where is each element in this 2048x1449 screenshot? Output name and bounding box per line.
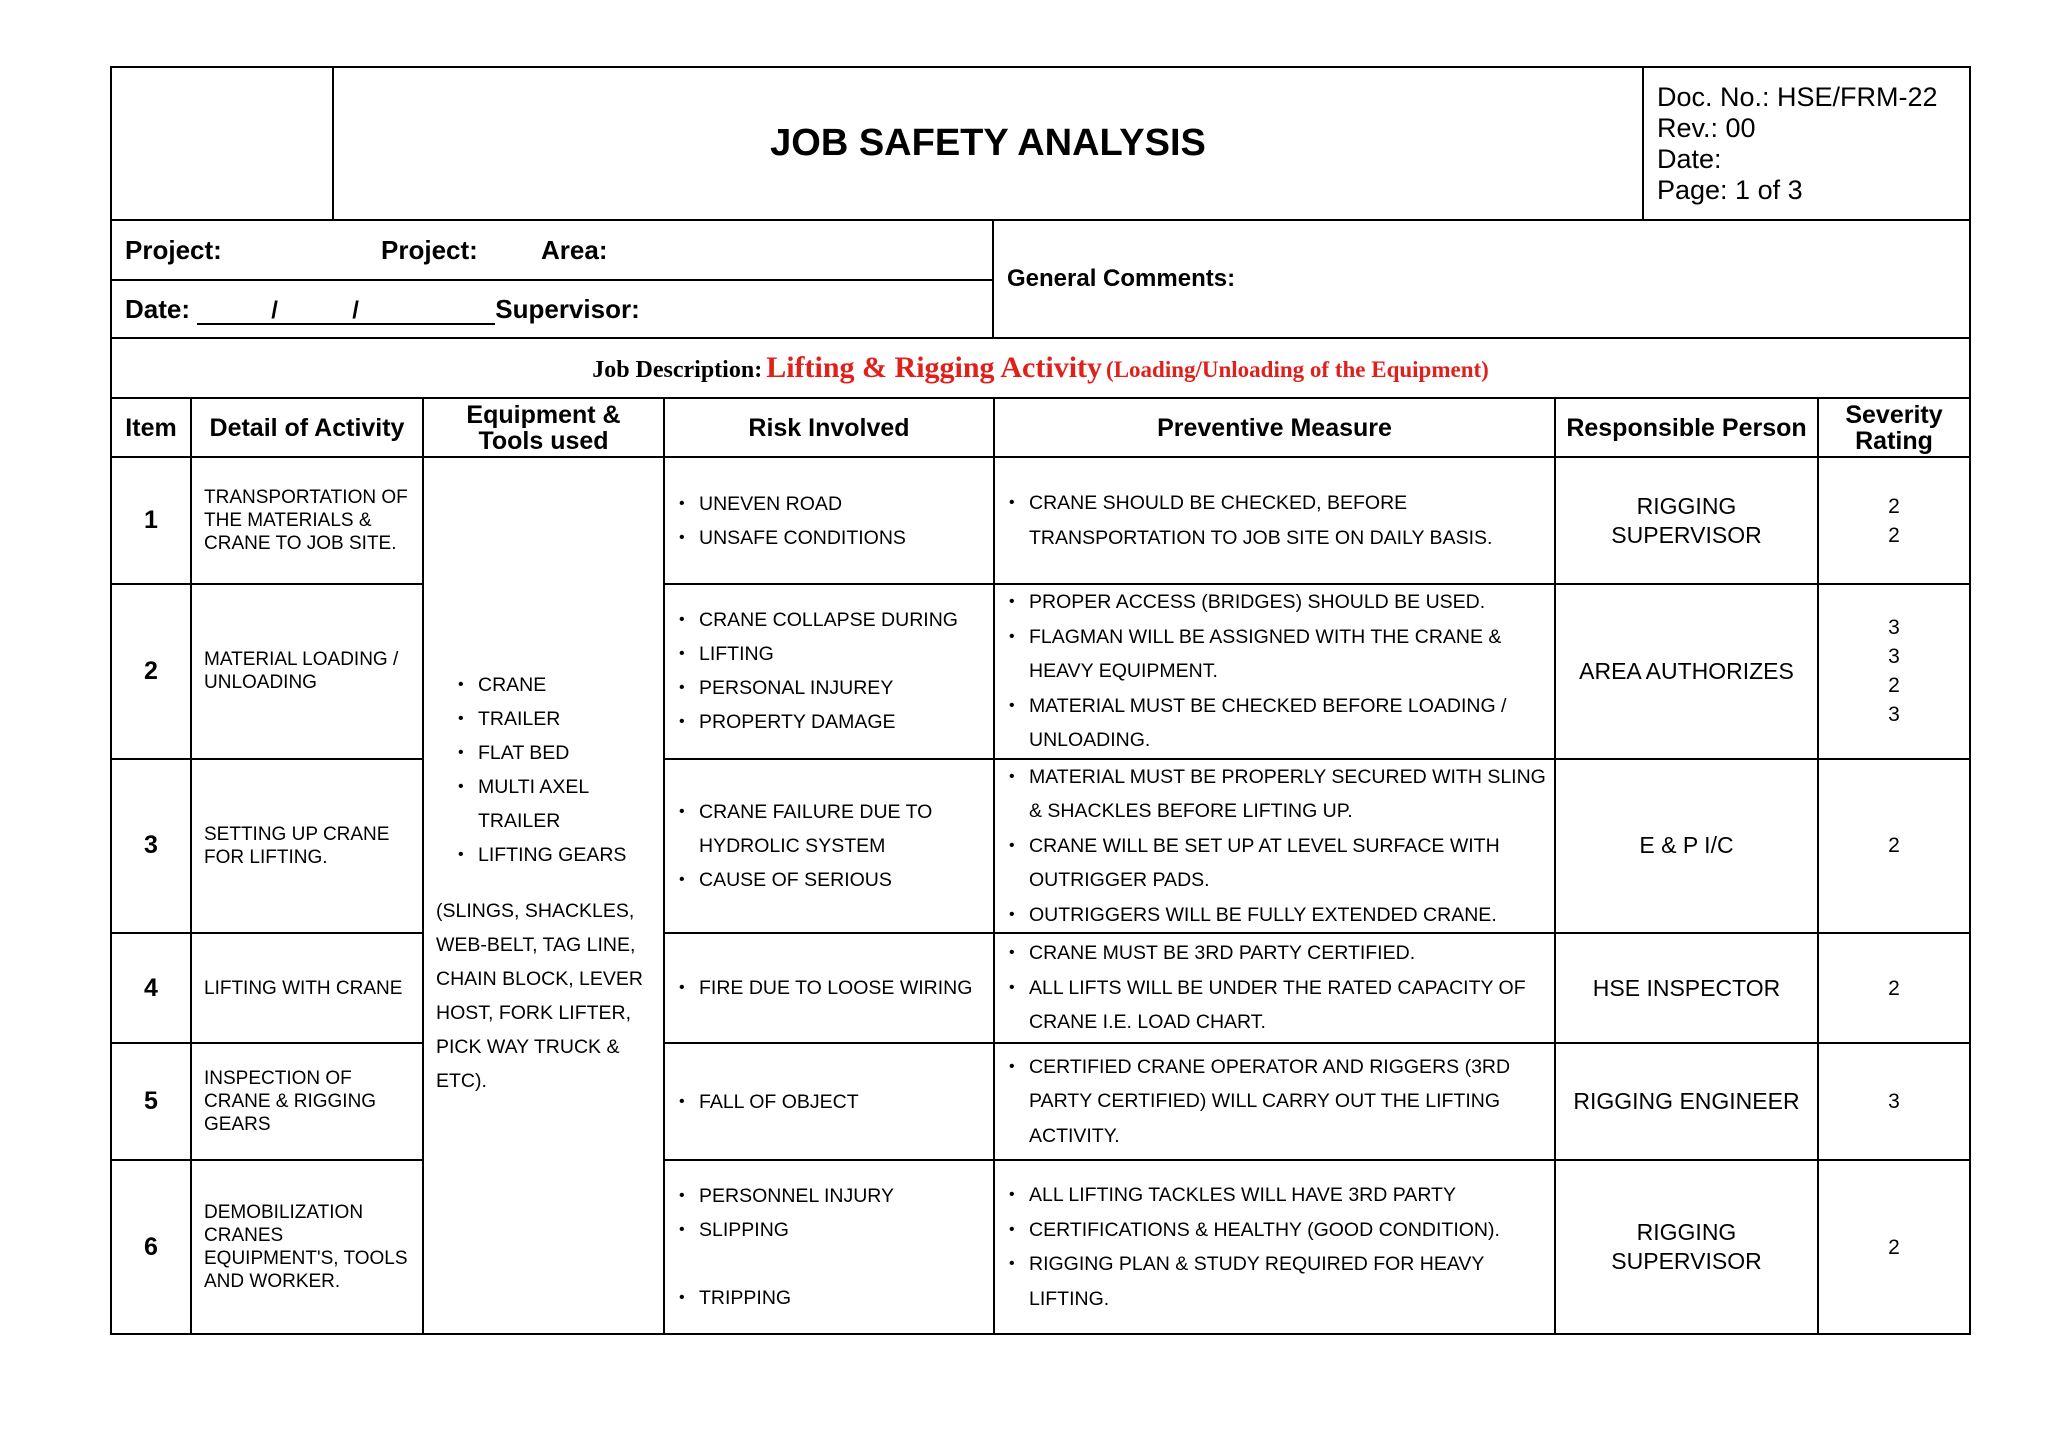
table-row xyxy=(111,933,1970,1043)
preventive-item: • MATERIAL MUST BE CHECKED BEFORE LOADING / UNLOADING. xyxy=(1029,689,1554,758)
risk-item: • SLIPPING xyxy=(699,1213,993,1247)
preventive-item: • CERTIFIED CRANE OPERATOR AND RIGGERS (3RD PARTY CERTIFIED) WILL CARRY OUT THE LIFTING ACTIVITY. xyxy=(1029,1050,1554,1154)
jsa-form xyxy=(110,66,1971,1335)
risk-item: • LIFTING xyxy=(699,637,993,671)
table-row xyxy=(111,759,1970,934)
equipment-item: • TRAILER xyxy=(478,702,663,736)
col-equipment xyxy=(423,398,664,457)
col-equipment-line1: Equipment & xyxy=(466,400,621,429)
risk-item: • PERSONAL INJUREY xyxy=(699,671,993,705)
project-info xyxy=(110,219,1971,339)
severity-rating xyxy=(1818,759,1970,934)
job-description xyxy=(110,337,1971,399)
severity-value: 3 xyxy=(1888,703,1900,727)
severity-value: 3 xyxy=(1888,645,1900,669)
risk-item: • CAUSE OF SERIOUS xyxy=(699,863,993,897)
date-blank[interactable] xyxy=(197,296,495,325)
equipment-list xyxy=(423,457,664,1334)
risk-item: • TRIPPING xyxy=(699,1281,993,1315)
severity-rating xyxy=(1818,457,1970,584)
col-equipment-line2: Tools used xyxy=(478,426,609,455)
table-row xyxy=(111,457,1970,584)
job-description-sub: (Loading/Unloading of the Equipment) xyxy=(1106,357,1489,382)
severity-value: 3 xyxy=(1888,1090,1900,1113)
severity-value: 3 xyxy=(1888,616,1900,640)
preventive-item: • PROPER ACCESS (BRIDGES) SHOULD BE USED. xyxy=(1029,585,1554,620)
risk-item: • PERSONNEL INJURY xyxy=(699,1179,993,1213)
job-description-main: Lifting & Rigging Activity xyxy=(766,351,1103,384)
date-label: Date: xyxy=(125,293,191,324)
item-number: 1 xyxy=(111,457,191,584)
date-separator: / xyxy=(352,296,359,324)
revision: Rev.: 00 xyxy=(1657,112,1756,143)
risk-list xyxy=(664,1043,994,1160)
project-row xyxy=(111,220,993,280)
severity-value: 2 xyxy=(1888,976,1900,1000)
risk-list xyxy=(664,457,994,584)
risk-item: • PROPERTY DAMAGE xyxy=(699,705,993,739)
activity-detail: LIFTING WITH CRANE xyxy=(191,933,423,1043)
preventive-item: • OUTRIGGERS WILL BE FULLY EXTENDED CRANE. xyxy=(1029,898,1554,933)
equipment-item: • CRANE xyxy=(478,668,663,702)
doc-number: Doc. No.: HSE/FRM-22 xyxy=(1657,81,1938,112)
preventive-item: • CERTIFICATIONS & HEALTHY (GOOD CONDITION). xyxy=(1029,1213,1554,1248)
risk-list xyxy=(664,584,994,759)
col-item: Item xyxy=(111,398,191,457)
col-responsible: Responsible Person xyxy=(1555,398,1818,457)
equipment-item: • FLAT BED xyxy=(478,736,663,770)
supervisor-label: Supervisor: xyxy=(495,293,640,324)
preventive-list xyxy=(994,1043,1555,1160)
date-supervisor-row xyxy=(111,280,993,338)
job-description-label: Job Description: xyxy=(592,357,763,383)
severity-value: 2 xyxy=(1888,494,1900,518)
preventive-list xyxy=(994,584,1555,759)
severity-rating xyxy=(1818,1160,1970,1334)
responsible-person: RIGGING SUPERVISOR xyxy=(1555,457,1818,584)
severity-value: 2 xyxy=(1888,674,1900,698)
col-severity-line1: Severity xyxy=(1845,400,1943,429)
risk-item: • CRANE FAILURE DUE TO HYDROLIC SYSTEM xyxy=(699,795,993,863)
general-comments: General Comments: xyxy=(993,220,1970,338)
activity-detail: MATERIAL LOADING / UNLOADING xyxy=(191,584,423,759)
col-preventive: Preventive Measure xyxy=(994,398,1555,457)
column-header-row xyxy=(111,398,1970,457)
risk-item: • UNEVEN ROAD xyxy=(699,487,993,521)
preventive-item: • MATERIAL MUST BE PROPERLY SECURED WITH SLING & SHACKLES BEFORE LIFTING UP. xyxy=(1029,760,1554,829)
severity-value: 2 xyxy=(1888,523,1900,547)
severity-rating xyxy=(1818,584,1970,759)
responsible-person: HSE INSPECTOR xyxy=(1555,933,1818,1043)
doc-info xyxy=(1643,67,1970,220)
activity-detail: SETTING UP CRANE FOR LIFTING. xyxy=(191,759,423,934)
analysis-table xyxy=(110,397,1971,1335)
item-number: 5 xyxy=(111,1043,191,1160)
preventive-item: • ALL LIFTS WILL BE UNDER THE RATED CAPACITY OF CRANE I.E. LOAD CHART. xyxy=(1029,971,1554,1040)
logo-box xyxy=(111,67,333,220)
project-label-2: Project: xyxy=(381,234,478,265)
table-row xyxy=(111,1160,1970,1334)
item-number: 6 xyxy=(111,1160,191,1334)
equipment-item: • LIFTING GEARS xyxy=(478,838,663,872)
table-row xyxy=(111,584,1970,759)
col-risk: Risk Involved xyxy=(664,398,994,457)
severity-value: 2 xyxy=(1888,834,1900,858)
risk-item: • CRANE COLLAPSE DURING xyxy=(699,603,993,637)
preventive-list xyxy=(994,1160,1555,1334)
doc-date: Date: xyxy=(1657,143,1722,174)
activity-detail: INSPECTION OF CRANE & RIGGING GEARS xyxy=(191,1043,423,1160)
preventive-list xyxy=(994,933,1555,1043)
responsible-person: RIGGING ENGINEER xyxy=(1555,1043,1818,1160)
item-number: 3 xyxy=(111,759,191,934)
responsible-person: AREA AUTHORIZES xyxy=(1555,584,1818,759)
project-label-1: Project: xyxy=(125,234,222,265)
item-number: 4 xyxy=(111,933,191,1043)
preventive-item: • ALL LIFTING TACKLES WILL HAVE 3RD PARTY xyxy=(1029,1178,1554,1213)
col-severity-line2: Rating xyxy=(1855,426,1933,455)
item-number: 2 xyxy=(111,584,191,759)
col-severity xyxy=(1818,398,1970,457)
col-activity: Detail of Activity xyxy=(191,398,423,457)
page-number: Page: 1 of 3 xyxy=(1657,174,1803,205)
date-separator: / xyxy=(271,296,278,324)
preventive-item: • RIGGING PLAN & STUDY REQUIRED FOR HEAVY LIFTING. xyxy=(1029,1247,1554,1316)
form-title: JOB SAFETY ANALYSIS xyxy=(333,67,1643,220)
risk-list xyxy=(664,933,994,1043)
severity-value: 2 xyxy=(1888,1235,1900,1259)
area-label: Area: xyxy=(541,234,608,265)
risk-list xyxy=(664,1160,994,1334)
activity-detail: DEMOBILIZATION CRANES EQUIPMENT'S, TOOLS AND WORKER. xyxy=(191,1160,423,1334)
preventive-list xyxy=(994,457,1555,584)
responsible-person: RIGGING SUPERVISOR xyxy=(1555,1160,1818,1334)
risk-item: • FIRE DUE TO LOOSE WIRING xyxy=(699,971,993,1005)
activity-detail: TRANSPORTATION OF THE MATERIALS & CRANE TO JOB SITE. xyxy=(191,457,423,584)
preventive-item: • CRANE SHOULD BE CHECKED, BEFORE TRANSPORTATION TO JOB SITE ON DAILY BASIS. xyxy=(1029,486,1554,555)
risk-list xyxy=(664,759,994,934)
equipment-extra: (SLINGS, SHACKLES, WEB-BELT, TAG LINE, CHAIN BLOCK, LEVER HOST, FORK LIFTER, PICK WAY TRUCK & ETC). xyxy=(436,900,643,1092)
preventive-item: • CRANE MUST BE 3RD PARTY CERTIFIED. xyxy=(1029,936,1554,971)
severity-rating xyxy=(1818,933,1970,1043)
job-description-cell xyxy=(111,338,1970,398)
responsible-person: E & P I/C xyxy=(1555,759,1818,934)
preventive-item: • CRANE WILL BE SET UP AT LEVEL SURFACE WITH OUTRIGGER PADS. xyxy=(1029,829,1554,898)
preventive-list xyxy=(994,759,1555,934)
preventive-item: • FLAGMAN WILL BE ASSIGNED WITH THE CRANE & HEAVY EQUIPMENT. xyxy=(1029,620,1554,689)
table-row xyxy=(111,1043,1970,1160)
risk-item: • UNSAFE CONDITIONS xyxy=(699,521,993,555)
equipment-item: • MULTI AXEL TRAILER xyxy=(478,770,663,838)
risk-item: • FALL OF OBJECT xyxy=(699,1085,993,1119)
severity-rating xyxy=(1818,1043,1970,1160)
form-header xyxy=(110,66,1971,221)
